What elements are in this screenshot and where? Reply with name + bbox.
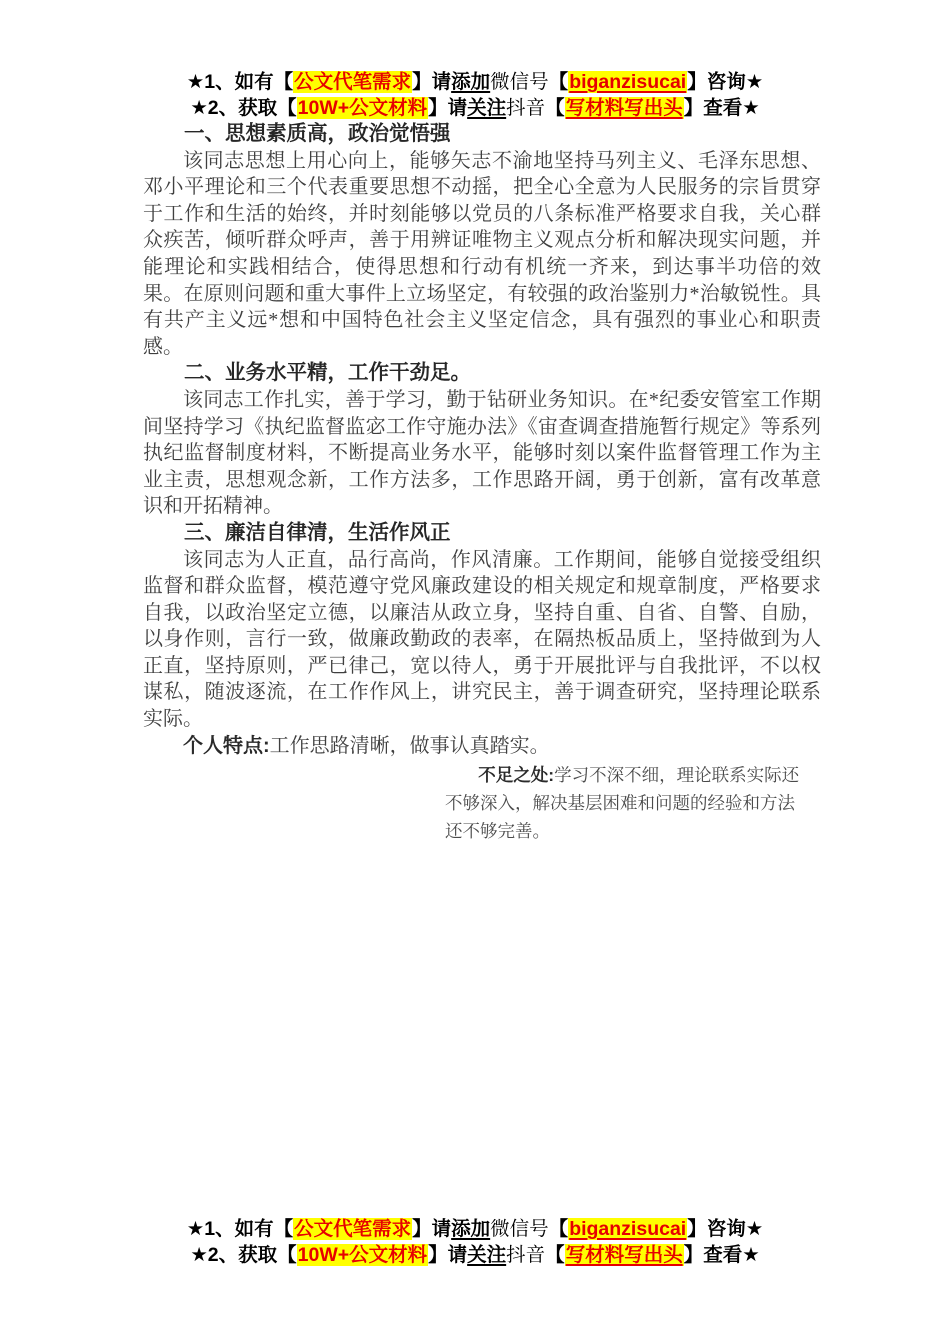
banner-highlight-materials: 10W+公文材料 <box>297 1244 428 1266</box>
personal-traits-label: 个人特点: <box>183 734 270 757</box>
banner-wechat-id: biganzisucai <box>569 71 687 93</box>
banner-text: ★2、获取【 <box>190 97 297 119</box>
banner-douyin-id: 写材料写出头 <box>565 97 683 119</box>
shortcomings-text: 学习不深不细，理论联系实际还不够深入，解决基层困难和问题的经验和方法还不够完善。 <box>445 765 800 842</box>
document-content <box>143 121 821 845</box>
banner-text: ★2、获取【 <box>190 1244 297 1266</box>
banner-text: 【 <box>545 1244 565 1266</box>
banner-text: ★1、如有【 <box>186 71 294 93</box>
banner-text: 【 <box>548 1218 569 1240</box>
banner-text: 【 <box>548 71 569 93</box>
shortcomings-label: 不足之处: <box>478 765 555 786</box>
banner-underline-guanzhu: 关注 <box>467 97 507 119</box>
banner-wechat-id: biganzisucai <box>569 1218 687 1240</box>
promo-banner-top <box>0 69 950 121</box>
promo-banner-top-line2 <box>0 95 950 121</box>
banner-text: ★1、如有【 <box>186 1218 294 1240</box>
banner-text: 】查看★ <box>683 1244 760 1266</box>
section-2-heading: 二、业务水平精，工作干劲足。 <box>184 361 471 385</box>
banner-text: 微信号 <box>490 71 549 93</box>
banner-underline-guanzhu: 关注 <box>467 1244 507 1266</box>
banner-text: 抖音 <box>506 97 546 119</box>
section-3-paragraph: 该同志为人正直，品行高尚，作风清廉。工作期间，能够自觉接受组织监督和群众监督，模范遵守党风廉政建设的相关规定和规章制度，严格要求自我，以政治坚定立德，以廉洁从政立身，坚持自重、自省、自警、自励，以身作则，言行一致，做廉政勤政的表率，在隔热板品质上，坚持做到为人正直，坚持原则，严已律己，宽以待人，勇于开展批评与自我批评，不以权谋私，随波逐流，在工作作风上，讲究民主，善于调查研究，坚持理论联系实际。 <box>143 548 821 731</box>
banner-underline-tianjia: 添加 <box>451 71 491 93</box>
promo-banner-bottom-line2 <box>0 1242 950 1268</box>
banner-text: 】请 <box>428 97 468 119</box>
banner-text: 】咨询★ <box>687 1218 764 1240</box>
promo-banner-bottom <box>0 1216 950 1268</box>
banner-highlight-gongwen-daibi: 公文代笔需求 <box>294 71 412 93</box>
banner-highlight-gongwen-daibi: 公文代笔需求 <box>294 1218 412 1240</box>
banner-text: 】查看★ <box>683 97 760 119</box>
shortcomings-block <box>445 761 805 845</box>
banner-text: 微信号 <box>490 1218 549 1240</box>
banner-text: 】请 <box>412 1218 452 1240</box>
banner-text: 抖音 <box>506 1244 546 1266</box>
banner-underline-tianjia: 添加 <box>451 1218 491 1240</box>
personal-traits-line <box>143 733 821 760</box>
banner-text: 】请 <box>412 71 452 93</box>
section-1-paragraph: 该同志思想上用心向上，能够矢志不渝地坚持马列主义、毛泽东思想、邓小平理论和三个代表重要思想不动摇，把全心全意为人民服务的宗旨贯穿于工作和生活的始终，并时刻能够以党员的八条标准严格要求自我，关心群众疾苦，倾听群众呼声，善于用辨证唯物主义观点分析和解决现实问题，并能理论和实践相结合，使得思想和行动有机统一齐来，到达事半功倍的效果。在原则问题和重大事件上立场坚定，有较强的政治鉴别力*治敏锐性。具有共产主义远*想和中国特色社会主义坚定信念，具有强烈的事业心和职责感。 <box>143 149 821 358</box>
banner-text: 【 <box>545 97 565 119</box>
section-1-heading: 一、思想素质高，政治觉悟强 <box>184 122 451 145</box>
promo-banner-top-line1 <box>0 69 950 95</box>
banner-douyin-id: 写材料写出头 <box>565 1244 683 1266</box>
banner-text: 】咨询★ <box>687 71 764 93</box>
banner-highlight-materials: 10W+公文材料 <box>297 97 428 119</box>
section-3-heading: 三、廉洁自律清，生活作风正 <box>184 520 451 544</box>
personal-traits-text: 工作思路清晰，做事认真踏实。 <box>269 734 550 757</box>
section-2-paragraph: 该同志工作扎实，善于学习，勤于钻研业务知识。在*纪委安管室工作期间坚持学习《执纪监督监宓工作守施办法》《宙查调查措施暂行规定》等系列执纪监督制度材料，不断提高业务水平，能够时刻以案件监督管理工作为主业主责，思想观念新，工作方法多，工作思路开阔，勇于创新，富有改革意识和开拓精神。 <box>143 388 821 518</box>
banner-text: 】请 <box>428 1244 468 1266</box>
promo-banner-bottom-line1 <box>0 1216 950 1242</box>
